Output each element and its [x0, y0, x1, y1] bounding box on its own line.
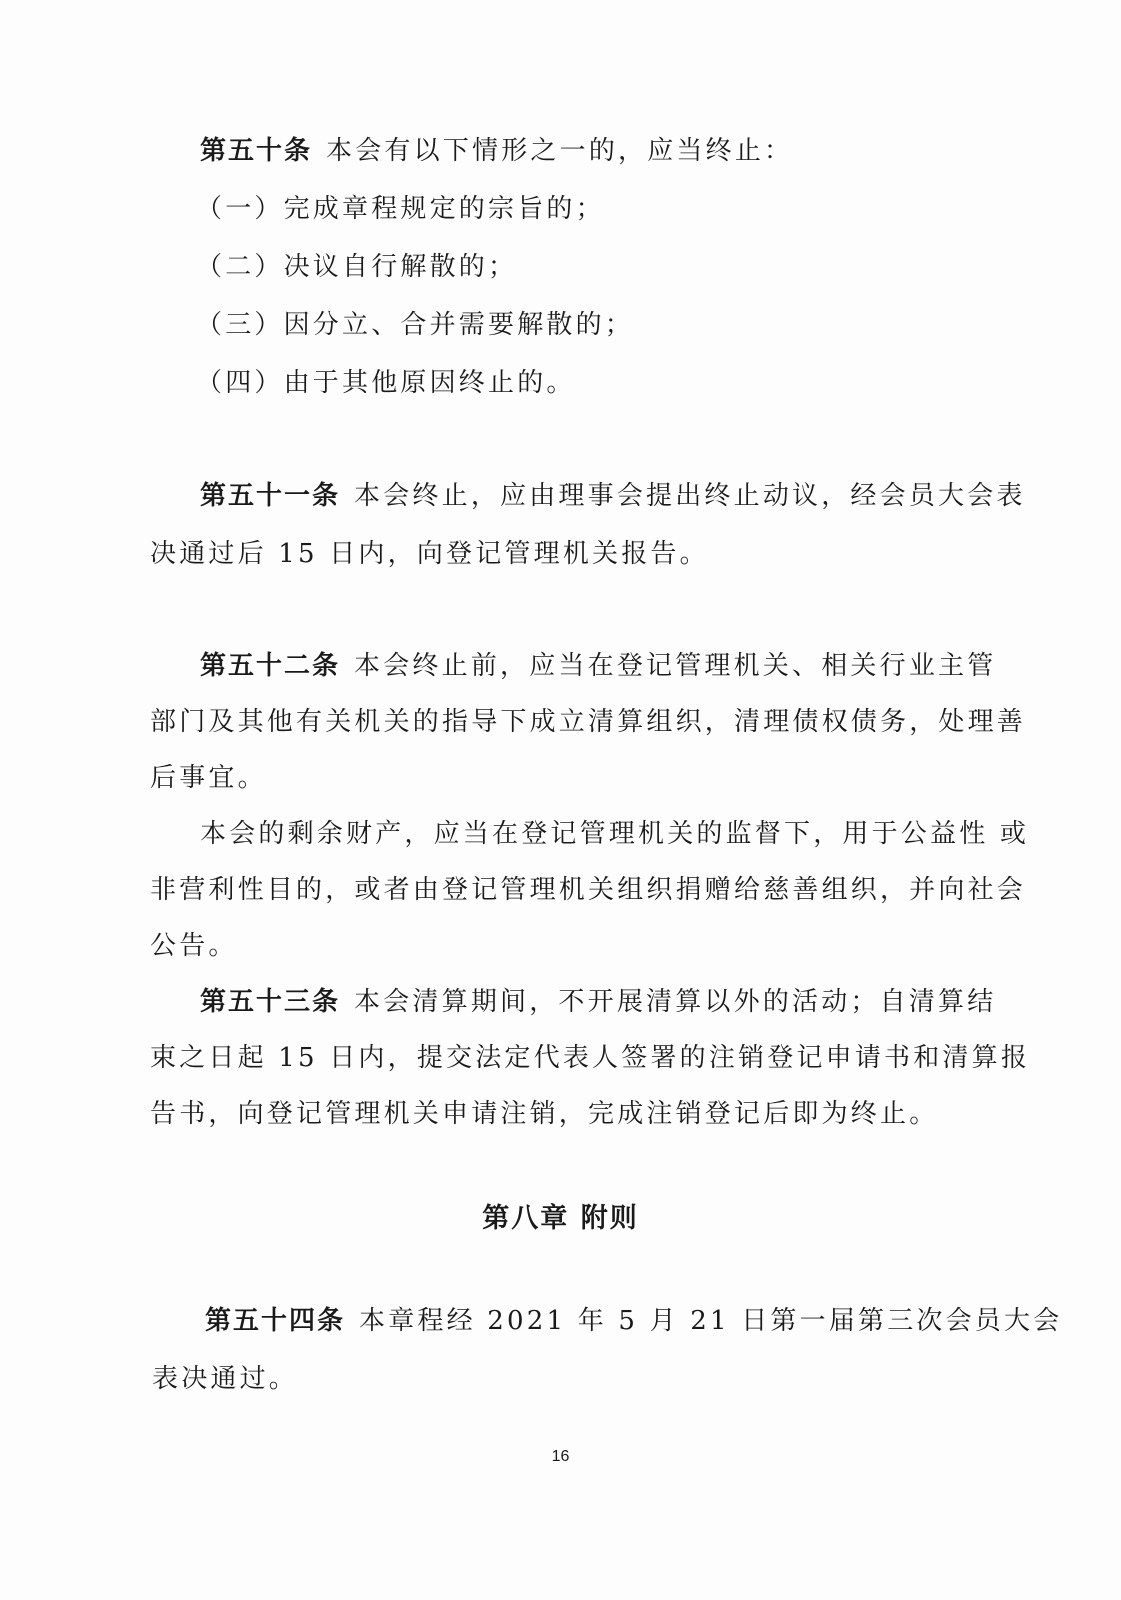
- article-53-line-2: 束之日起 15 日内，提交法定代表人签署的注销登记申请书和清算报: [150, 1043, 1031, 1073]
- article-50-heading: 第五十条: [200, 136, 313, 166]
- article-53-line-1: 本会清算期间，不开展清算以外的活动；自清算结: [354, 987, 997, 1017]
- article-53-first-line: [200, 981, 996, 1018]
- article-50-item-4: （四）由于其他原因终止的。: [196, 368, 576, 398]
- article-53-heading: 第五十三条: [200, 987, 341, 1017]
- article-50-first-line: [200, 130, 793, 167]
- article-52-line-2: 部门及其他有关机关的指导下成立清算组织，清理债权债务，处理善: [150, 707, 1027, 737]
- article-52-line-3: 后事宜。: [150, 763, 267, 793]
- article-52-para2-line-3: 公告。: [150, 931, 238, 961]
- article-50-item-3: （三）因分立、合并需要解散的；: [196, 310, 635, 340]
- article-54-heading: 第五十四条: [205, 1306, 346, 1336]
- article-51-line-2: 决通过后 15 日内，向登记管理机关报告。: [150, 539, 709, 569]
- page-number: 16: [551, 1448, 570, 1465]
- article-51-first-line: [200, 475, 1026, 512]
- chapter-heading: 第八章 附则: [482, 1203, 639, 1234]
- article-51-line-1: 本会终止，应由理事会提出终止动议，经会员大会表: [354, 481, 1026, 511]
- article-53-line-3: 告书，向登记管理机关申请注销，完成注销登记后即为终止。: [150, 1099, 939, 1129]
- article-52-para2-line-1: 本会的剩余财产，应当在登记管理机关的监督下，用于公益性 或: [200, 819, 1030, 849]
- article-54-line-1: 本章程经 2021 年 5 月 21 日第一届第三次会员大会: [359, 1306, 1063, 1336]
- article-52-heading: 第五十二条: [200, 651, 341, 681]
- article-50-item-1: （一）完成章程规定的宗旨的；: [196, 194, 605, 224]
- article-51-heading: 第五十一条: [200, 481, 341, 511]
- article-54-line-2: 表决通过。: [152, 1364, 299, 1394]
- article-52-para2-line-2: 非营利性目的，或者由登记管理机关组织捐赠给慈善组织，并向社会: [150, 875, 1027, 905]
- article-54-first-line: [205, 1300, 1062, 1337]
- article-50-text: 本会有以下情形之一的，应当终止：: [326, 136, 794, 166]
- article-52-first-line: [200, 645, 996, 682]
- article-52-line-1: 本会终止前，应当在登记管理机关、相关行业主管: [354, 651, 997, 681]
- article-50-item-2: （二）决议自行解散的；: [196, 252, 518, 282]
